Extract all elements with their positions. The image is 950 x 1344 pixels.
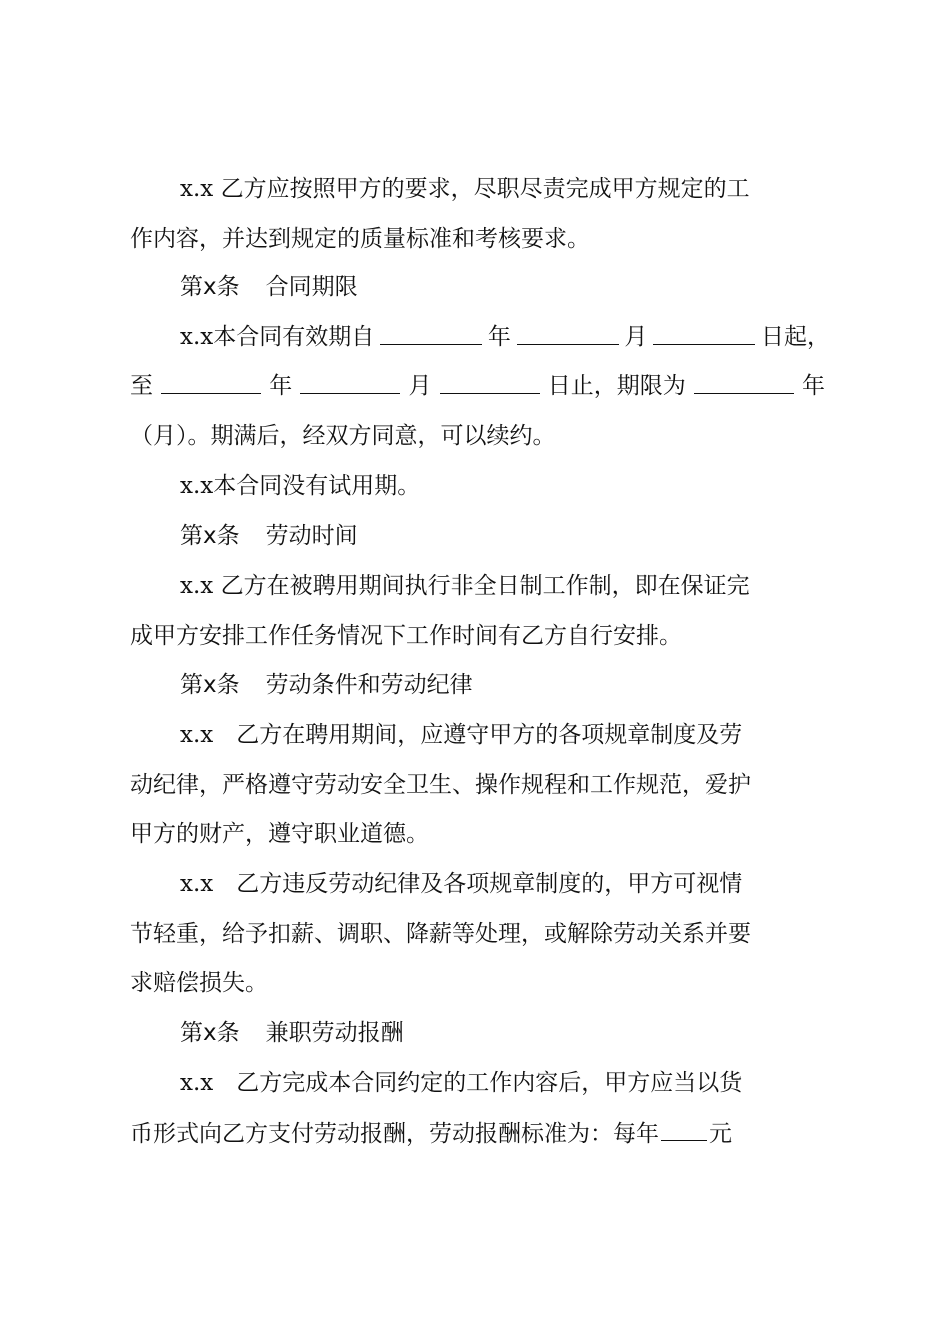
fill-blank-day[interactable] xyxy=(440,369,540,394)
fill-blank-day[interactable] xyxy=(653,320,755,345)
article-heading xyxy=(180,270,358,304)
paragraph-line: x.x 乙方完成本合同约定的工作内容后，甲方应当以货 xyxy=(180,1070,743,1096)
paragraph-line: 节轻重，给予扣薪、调职、降薪等处理，或解除劳动关系并要 xyxy=(130,921,751,947)
article-number: 第x条 xyxy=(180,523,240,549)
clause-prefix: x.x本合同有效期自 xyxy=(180,324,375,350)
unit-month: 月 xyxy=(624,324,648,350)
paragraph-line: x.x 乙方应按照甲方的要求，尽职尽责完成甲方规定的工 xyxy=(180,176,750,202)
article-heading xyxy=(180,668,473,702)
paragraph-line: x.x 乙方违反劳动纪律及各项规章制度的，甲方可视情 xyxy=(180,871,743,897)
article-title: 劳动时间 xyxy=(265,523,358,549)
unit-year: 年 xyxy=(269,373,293,399)
to-label: 至 xyxy=(130,373,153,399)
unit-month: 月 xyxy=(408,373,432,399)
paragraph-line xyxy=(130,369,825,403)
paragraph-line: 成甲方安排工作任务情况下工作时间有乙方自行安排。 xyxy=(130,623,682,649)
unit-year: 年 xyxy=(802,373,825,399)
article-number: 第x条 xyxy=(180,672,240,698)
fill-blank-year[interactable] xyxy=(161,369,261,394)
fill-blank-duration[interactable] xyxy=(694,369,794,394)
article-heading xyxy=(180,519,358,553)
article-title: 劳动条件和劳动纪律 xyxy=(265,672,473,698)
paragraph-line: x.x本合同没有试用期。 xyxy=(180,473,421,499)
salary-text: 币形式向乙方支付劳动报酬，劳动报酬标准为：每年 xyxy=(130,1121,659,1147)
unit-year: 年 xyxy=(487,324,511,350)
paragraph-line: （月）。期满后，经双方同意，可以续约。 xyxy=(130,423,556,449)
paragraph-line: 作内容，并达到规定的质量标准和考核要求。 xyxy=(130,226,590,252)
fill-blank-salary[interactable] xyxy=(661,1116,707,1141)
article-title: 合同期限 xyxy=(265,274,358,300)
fill-blank-year[interactable] xyxy=(380,320,482,345)
paragraph-line: x.x 乙方在聘用期间，应遵守甲方的各项规章制度及劳 xyxy=(180,722,743,748)
paragraph-line xyxy=(180,320,830,354)
unit-day-start: 日起， xyxy=(760,324,830,350)
article-number: 第x条 xyxy=(180,1020,240,1046)
unit-day-end: 日止，期限为 xyxy=(547,373,686,399)
article-heading xyxy=(180,1016,404,1050)
paragraph-line: 动纪律，严格遵守劳动安全卫生、操作规程和工作规范，爱护 xyxy=(130,772,751,798)
fill-blank-month[interactable] xyxy=(300,369,400,394)
paragraph-line: 甲方的财产，遵守职业道德。 xyxy=(130,821,429,847)
fill-blank-month[interactable] xyxy=(517,320,619,345)
paragraph-line: x.x 乙方在被聘用期间执行非全日制工作制，即在保证完 xyxy=(180,573,750,599)
paragraph-line xyxy=(130,1116,825,1150)
paragraph-line: 求赔偿损失。 xyxy=(130,970,268,996)
article-title: 兼职劳动报酬 xyxy=(265,1020,404,1046)
unit-yuan: 元 xyxy=(709,1121,732,1147)
article-number: 第x条 xyxy=(180,274,240,300)
